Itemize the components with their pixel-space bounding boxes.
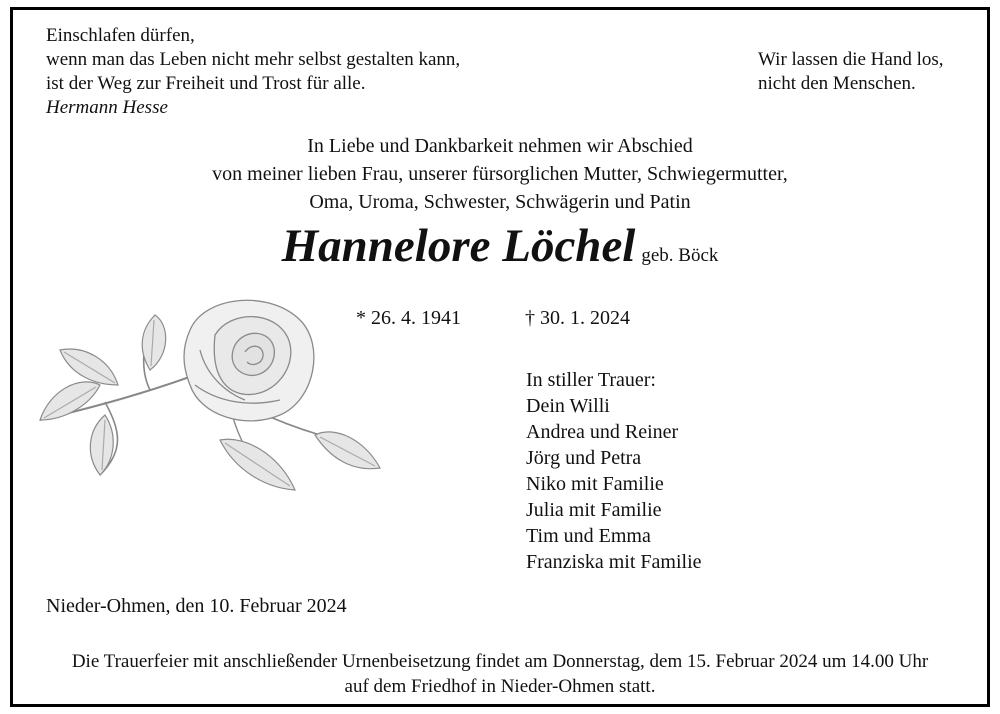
- quote-line: Einschlafen dürfen,: [46, 25, 195, 46]
- quote-line: Wir lassen die Hand los,: [758, 49, 944, 70]
- mourner-name: Jörg und Petra: [526, 447, 642, 469]
- hesse-quote: [46, 24, 460, 120]
- quote-line: nicht den Menschen.: [758, 73, 916, 94]
- mourner-name: Dein Willi: [526, 395, 610, 417]
- quote-line: wenn man das Leben nicht mehr selbst gestalten kann,: [46, 49, 461, 70]
- intro-line: Oma, Uroma, Schwester, Schwägerin und Patin: [309, 191, 691, 213]
- quote-line: ist der Weg zur Freiheit und Trost für alle.: [46, 73, 366, 94]
- mourners-heading: In stiller Trauer:: [526, 369, 656, 391]
- farewell-intro: [0, 132, 1000, 216]
- deceased-name-block: [0, 220, 1000, 272]
- mourner-name: Franziska mit Familie: [526, 551, 702, 573]
- mourners-list: [526, 367, 702, 575]
- birth-date: * 26. 4. 1941: [356, 307, 461, 329]
- leaf: [40, 382, 100, 420]
- right-quote: [758, 48, 944, 96]
- funeral-line: auf dem Friedhof in Nieder-Ohmen statt.: [344, 676, 656, 697]
- intro-line: von meiner lieben Frau, unserer fürsorglichen Mutter, Schwiegermutter,: [212, 163, 788, 185]
- place-and-date: Nieder-Ohmen, den 10. Februar 2024: [46, 595, 347, 617]
- deceased-name: Hannelore Löchel: [281, 220, 636, 272]
- birth-name: geb. Böck: [641, 245, 719, 266]
- mourner-name: Tim und Emma: [526, 525, 651, 547]
- rose-illustration: [30, 290, 390, 500]
- death-date: † 30. 1. 2024: [525, 307, 630, 329]
- intro-line: In Liebe und Dankbarkeit nehmen wir Abschied: [307, 135, 693, 157]
- funeral-line: Die Trauerfeier mit anschließender Urnenbeisetzung findet am Donnerstag, dem 15. Februar 2024 um 14.00 Uhr: [71, 651, 929, 672]
- quote-author: Hermann Hesse: [46, 97, 168, 118]
- mourner-name: Niko mit Familie: [526, 473, 664, 495]
- mourner-name: Julia mit Familie: [526, 499, 662, 521]
- funeral-info: [0, 649, 1000, 699]
- mourner-name: Andrea und Reiner: [526, 421, 679, 443]
